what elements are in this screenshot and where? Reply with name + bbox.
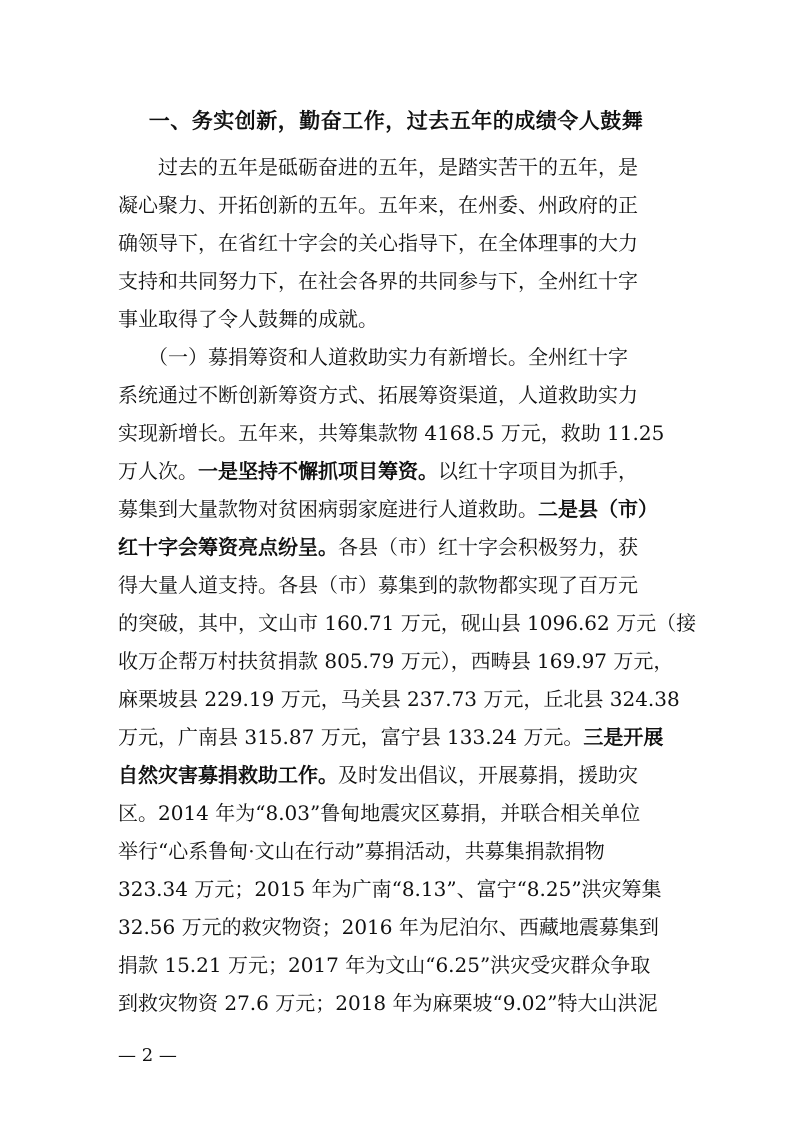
text-segment: 支持和共同努力下，在社会各界的共同参与下，全州红十字 bbox=[118, 269, 638, 293]
text-line bbox=[118, 452, 678, 490]
text-line bbox=[118, 262, 678, 300]
text-segment: 凝心聚力、开拓创新的五年。五年来，在州委、州政府的正 bbox=[118, 193, 638, 217]
page-number: — 2 — bbox=[118, 1045, 177, 1066]
text-line bbox=[118, 908, 678, 946]
text-segment: 以红十字项目为抓手， bbox=[438, 459, 638, 483]
text-segment: 麻栗坡县 229.19 万元，马关县 237.73 万元，丘北县 324.38 bbox=[118, 687, 680, 711]
text-segment: 万元，广南县 315.87 万元，富宁县 133.24 万元。 bbox=[118, 725, 584, 749]
text-line bbox=[118, 414, 678, 452]
bold-text-segment: 一是坚持不懈抓项目筹资。 bbox=[198, 459, 438, 483]
text-line bbox=[118, 604, 697, 642]
text-segment: 捐款 15.21 万元；2017 年为文山“6.25”洪灾受灾群众争取 bbox=[118, 953, 651, 977]
section-heading: 一、务实创新，勤奋工作，过去五年的成绩令人鼓舞 bbox=[148, 109, 644, 133]
text-segment: 323.34 万元；2015 年为广南“8.13”、富宁“8.25”洪灾筹集 bbox=[118, 877, 662, 901]
text-segment: 过去的五年是砥砺奋进的五年，是踏实苦干的五年，是 bbox=[118, 155, 638, 179]
text-segment: 32.56 万元的救灾物资；2016 年为尼泊尔、西藏地震募集到 bbox=[118, 915, 659, 939]
text-segment: 确领导下，在省红十字会的关心指导下，在全体理事的大力 bbox=[118, 231, 638, 255]
text-line bbox=[118, 566, 678, 604]
text-line bbox=[118, 946, 678, 984]
bold-text-segment: 红十字会筹资亮点纷呈。 bbox=[118, 535, 338, 559]
bold-text-segment: 二是县（市） bbox=[538, 497, 658, 521]
text-line bbox=[118, 338, 678, 376]
text-line bbox=[118, 794, 678, 832]
text-segment: 得大量人道支持。各县（市）募集到的款物都实现了百万元 bbox=[118, 573, 638, 597]
text-segment: 募集到大量款物对贫困病弱家庭进行人道救助。 bbox=[118, 497, 538, 521]
text-segment: 事业取得了令人鼓舞的成就。 bbox=[118, 307, 378, 331]
text-line bbox=[118, 718, 678, 756]
text-line bbox=[118, 148, 678, 186]
text-segment: 收万企帮万村扶贫捐款 805.79 万元），西畴县 169.97 万元， bbox=[118, 649, 674, 673]
text-line bbox=[118, 642, 678, 680]
text-line bbox=[118, 528, 678, 566]
text-segment: 举行“心系鲁甸·文山在行动”募捐活动，共募集捐款捐物 bbox=[118, 839, 605, 863]
text-line bbox=[118, 870, 678, 908]
text-line bbox=[118, 490, 678, 528]
text-line bbox=[118, 300, 678, 338]
text-segment: 万人次。 bbox=[118, 459, 198, 483]
text-line bbox=[118, 680, 678, 718]
text-segment: 区。2014 年为“8.03”鲁甸地震灾区募捐，并联合相关单位 bbox=[118, 801, 641, 825]
text-segment: 系统通过不断创新筹资方式、拓展筹资渠道，人道救助实力 bbox=[118, 383, 638, 407]
text-line bbox=[118, 832, 678, 870]
text-segment: 的突破，其中，文山市 160.71 万元，砚山县 1096.62 万元（接 bbox=[118, 611, 697, 635]
body-text bbox=[118, 148, 697, 1022]
text-line bbox=[118, 984, 678, 1022]
bold-text-segment: 自然灾害募捐救助工作。 bbox=[118, 763, 338, 787]
text-segment: 各县（市）红十字会积极努力，获 bbox=[338, 535, 638, 559]
text-line bbox=[118, 224, 678, 262]
text-segment: （一）募捐筹资和人道救助实力有新增长。全州红十字 bbox=[118, 345, 628, 369]
bold-text-segment: 三是开展 bbox=[583, 725, 664, 749]
text-segment: 及时发出倡议，开展募捐，援助灾 bbox=[338, 763, 638, 787]
text-segment: 实现新增长。五年来，共筹集款物 4168.5 万元，救助 11.25 bbox=[118, 421, 665, 445]
text-line bbox=[118, 376, 678, 414]
text-line bbox=[118, 186, 678, 224]
text-line bbox=[118, 756, 678, 794]
text-segment: 到救灾物资 27.6 万元；2018 年为麻栗坡“9.02”特大山洪泥 bbox=[118, 991, 658, 1015]
